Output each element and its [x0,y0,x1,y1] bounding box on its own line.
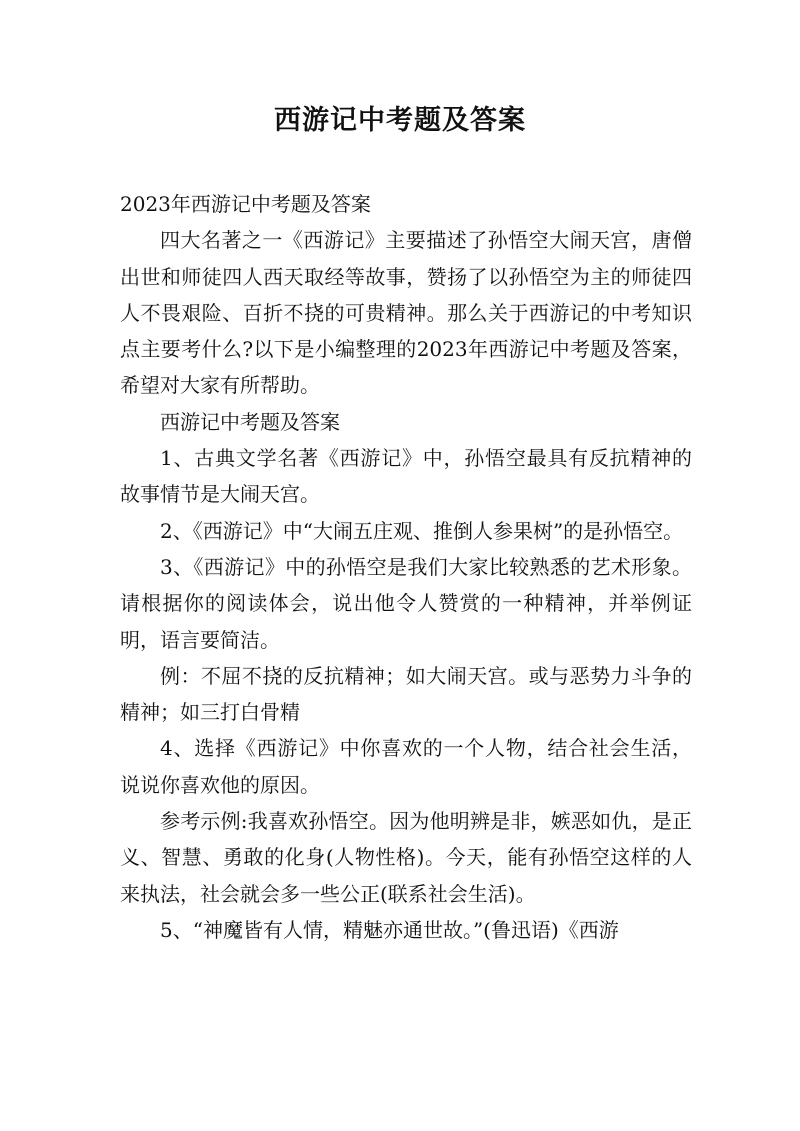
paragraph: 3、《西游记》中的孙悟空是我们大家比较熟悉的艺术形象。请根据你的阅读体会，说出他令人赞赏的一种精神，并举例证明，语言要简洁。 [120,554,692,652]
paragraph: 四大名著之一《西游记》主要描述了孙悟空大闹天宫，唐僧出世和师徒四人西天取经等故事，赞扬了以孙悟空为主的师徒四人不畏艰险、百折不挠的可贵精神。那么关于西游记的中考知识点主要考什么?以下是小编整理的2023年西游记中考题及答案，希望对大家有所帮助。 [120,228,692,398]
paragraph: 例：不屈不挠的反抗精神；如大闹天宫。或与恶势力斗争的精神；如三打白骨精 [120,663,692,725]
paragraph: 2023年西游记中考题及答案 [120,192,371,216]
document-title: 西游记中考题及答案 [274,105,526,136]
paragraph: 参考示例:我喜欢孙悟空。因为他明辨是非，嫉恶如仇，是正义、智慧、勇敢的化身(人物性格)。今天，能有孙悟空这样的人来执法，社会就会多一些公正(联系社会生活)。 [120,809,692,906]
paragraph: 西游记中考题及答案 [160,409,340,434]
paragraph: 1、古典文学名著《西游记》中，孙悟空最具有反抗精神的故事情节是大闹天宫。 [120,446,692,507]
paragraph: 5、“神魔皆有人情，精魅亦通世故。”(鲁迅语)《西游 [160,917,619,942]
paragraph: 2、《西游记》中“大闹五庄观、推倒人参果树”的是孙悟空。 [160,518,684,543]
document-body [120,186,692,948]
paragraph: 4、选择《西游记》中你喜欢的一个人物，结合社会生活，说说你喜欢他的原因。 [120,736,692,797]
